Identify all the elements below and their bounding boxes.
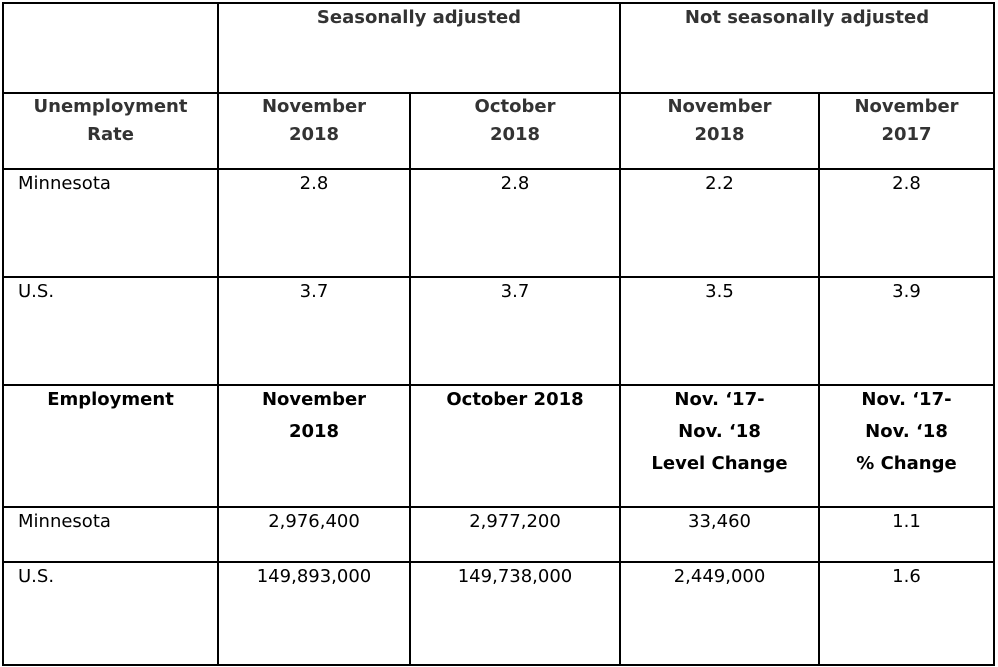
header-line: November xyxy=(261,96,367,117)
table-cell: 33,460 xyxy=(688,511,751,532)
table-cell: 3.9 xyxy=(892,281,921,302)
header-line: 2018 xyxy=(288,124,340,145)
table-cell: 2,976,400 xyxy=(268,511,360,532)
header-line: Nov. ‘18 xyxy=(678,421,761,442)
header-emp-level-change xyxy=(621,384,818,480)
table-cell: 3.5 xyxy=(705,281,734,302)
header-line: October xyxy=(474,96,556,117)
table-cell: 149,893,000 xyxy=(256,566,372,587)
row-label-us: U.S. xyxy=(18,281,55,302)
group-header-seasonally-adjusted: Seasonally adjusted xyxy=(316,7,522,28)
header-emp-november-2018 xyxy=(219,384,409,448)
row-label-minnesota: Minnesota xyxy=(18,173,111,194)
table-cell: 2.8 xyxy=(500,173,530,194)
row-label-minnesota: Minnesota xyxy=(18,511,111,532)
header-unemployment-rate xyxy=(4,93,217,149)
table-cell: 3.7 xyxy=(299,281,329,302)
row-label-us: U.S. xyxy=(18,566,55,587)
header-line: 2017 xyxy=(881,124,932,145)
header-line: 2018 xyxy=(489,124,541,145)
header-line: November xyxy=(261,389,367,410)
table-cell: 1.1 xyxy=(892,511,921,532)
header-line: Level Change xyxy=(651,453,788,474)
header-line: November xyxy=(854,96,959,117)
header-nsa-november-2018 xyxy=(621,93,818,149)
table-cell: 149,738,000 xyxy=(457,566,573,587)
table-border xyxy=(2,664,995,666)
header-nsa-november-2017 xyxy=(820,93,993,149)
header-line: % Change xyxy=(856,453,957,474)
table-cell: 2.2 xyxy=(705,173,734,194)
table-cell: 2.8 xyxy=(892,173,921,194)
header-emp-october-2018: October 2018 xyxy=(446,389,584,410)
table-cell: 2,449,000 xyxy=(673,566,766,587)
table-cell: 2.8 xyxy=(299,173,329,194)
header-line: Rate xyxy=(87,124,134,145)
header-line: 2018 xyxy=(694,124,745,145)
header-line: Nov. ‘17- xyxy=(861,389,952,410)
header-sa-november-2018 xyxy=(219,93,409,149)
group-header-not-seasonally-adjusted: Not seasonally adjusted xyxy=(684,7,930,28)
table-cell: 3.7 xyxy=(500,281,530,302)
table-border xyxy=(993,2,995,666)
header-emp-percent-change xyxy=(820,384,993,480)
header-sa-october-2018 xyxy=(411,93,619,149)
header-employment: Employment xyxy=(47,389,174,410)
header-line: Nov. ‘18 xyxy=(865,421,948,442)
header-line: November xyxy=(667,96,772,117)
header-line: Unemployment xyxy=(33,96,188,117)
header-line: 2018 xyxy=(288,421,340,442)
table-cell: 2,977,200 xyxy=(469,511,561,532)
header-line: Nov. ‘17- xyxy=(674,389,765,410)
table-cell: 1.6 xyxy=(892,566,921,587)
